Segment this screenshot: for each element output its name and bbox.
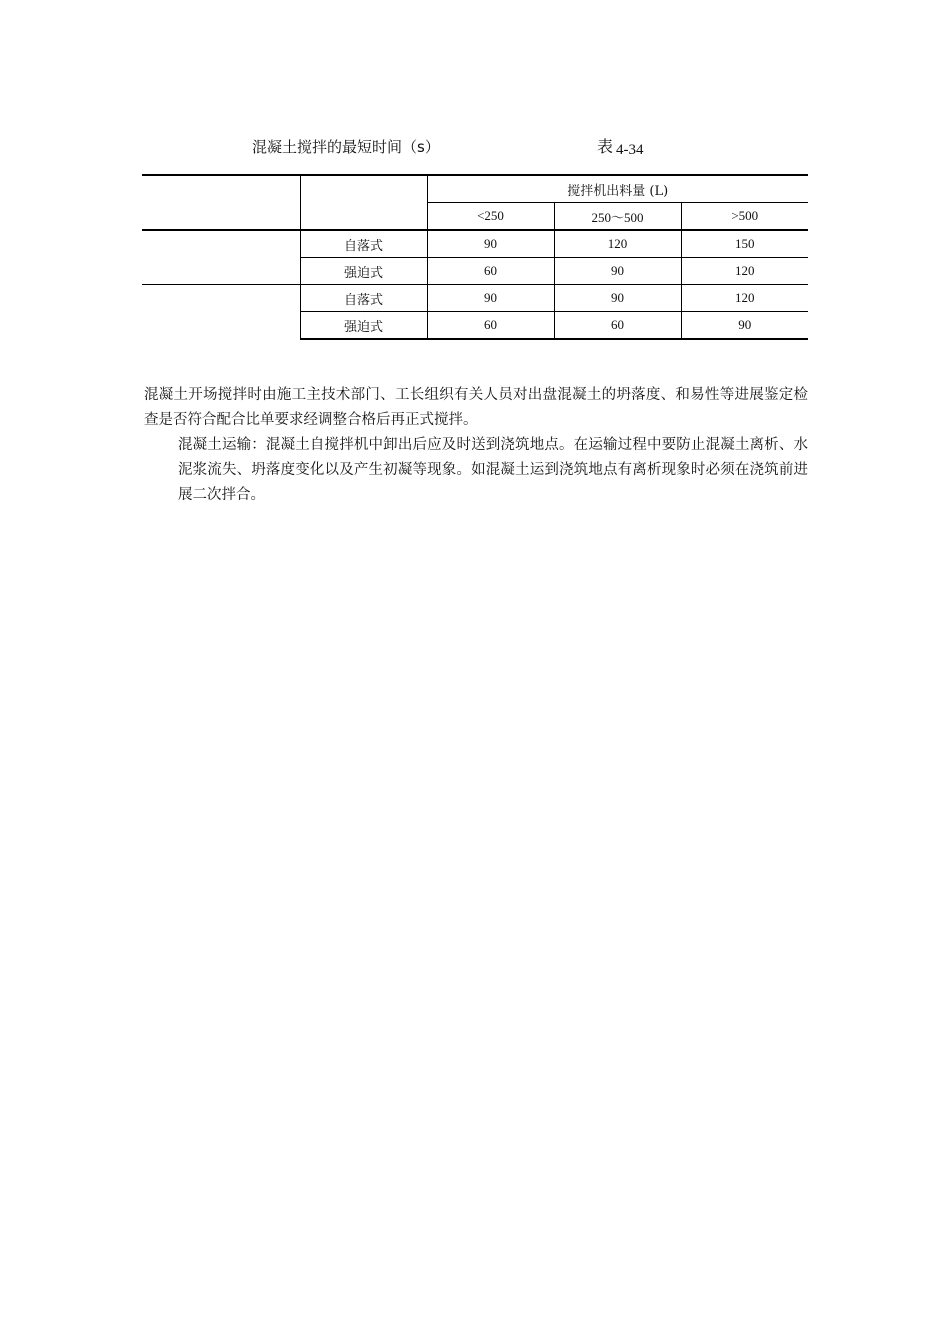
mixing-time-value: 90 [554, 258, 681, 285]
body-paragraph: 混凝土运输：混凝土自搅拌机中卸出后应及时送到浇筑地点。在运输过程中要防止混凝土离析、水泥浆流失、坍落度变化以及产生初凝等现象。如混凝土运到浇筑地点有离析现象时必须在浇筑前进展二次拌合。 [178, 437, 808, 503]
mixing-time-value: 90 [554, 285, 681, 312]
capacity-header: <250 [427, 203, 554, 231]
group-label-cell [142, 285, 300, 340]
table-number: 4-34 [616, 142, 644, 158]
table-title: 混凝土搅拌的最短时间（s） [252, 138, 440, 156]
capacity-header: >500 [681, 203, 808, 231]
mixing-time-table [142, 174, 808, 340]
mixing-time-value: 90 [427, 285, 554, 312]
mixer-type: 自落式 [300, 230, 427, 258]
mixing-time-value: 120 [681, 285, 808, 312]
mixer-type: 自落式 [300, 285, 427, 312]
mixer-type: 强迫式 [300, 312, 427, 340]
table-caption [0, 134, 950, 164]
mixing-time-value: 60 [427, 312, 554, 340]
mixing-time-value: 90 [681, 312, 808, 340]
mixing-time-value: 90 [427, 230, 554, 258]
header-blank-cell-1 [142, 175, 300, 230]
group-label-cell [142, 230, 300, 285]
capacity-header: 250～500 [554, 203, 681, 231]
mixing-time-value: 60 [554, 312, 681, 340]
mixing-time-value: 120 [554, 230, 681, 258]
mixing-time-value: 150 [681, 230, 808, 258]
mixing-time-value: 60 [427, 258, 554, 285]
mixing-time-value: 120 [681, 258, 808, 285]
table-label: 表 [597, 137, 614, 156]
table-header-row [142, 175, 808, 203]
table-row [142, 285, 808, 312]
mixer-type: 强迫式 [300, 258, 427, 285]
body-paragraph: 混凝土开场搅拌时由施工主技术部门、工长组织有关人员对出盘混凝土的坍落度、和易性等进展鉴定检查是否符合配合比单要求经调整合格后再正式搅拌。 [144, 387, 808, 428]
header-blank-cell-2 [300, 175, 427, 230]
capacity-group-header: 搅拌机出料量 (L) [427, 175, 808, 203]
table-row [142, 230, 808, 258]
